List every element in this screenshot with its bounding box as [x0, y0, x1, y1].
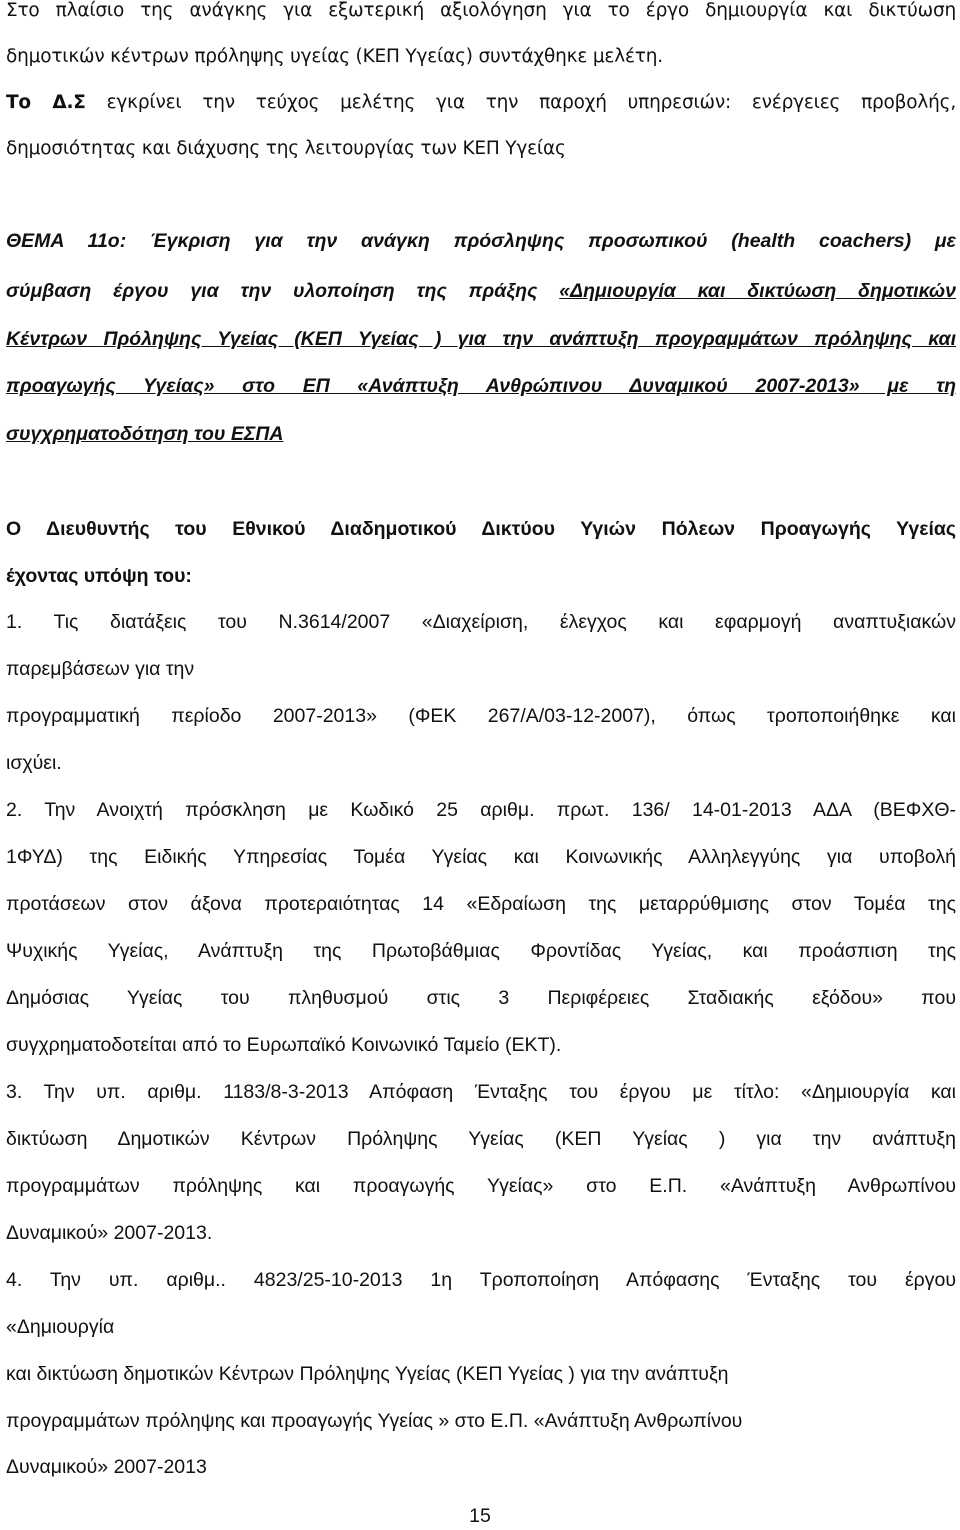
item-line: Δημόσιας Υγείας του πληθυσμού στις 3 Περιφέρειες Σταδιακής εξόδου» που: [6, 987, 956, 1009]
intro-line: δημοσιότητας και διάχυσης της λειτουργίας των ΚΕΠ Υγείας: [6, 138, 566, 159]
item-line: 1ΦΥΔ) της Ειδικής Υπηρεσίας Τομέα Υγείας και Κοινωνικής Αλληλεγγύης για υποβολή: [6, 846, 956, 868]
item-line-row: [6, 1456, 956, 1479]
item-line-row: [6, 893, 956, 916]
topic-line: [6, 280, 956, 303]
item-line: και δικτύωση δημοτικών Κέντρων Πρόληψης Υγείας (ΚΕΠ Υγείας ) για την ανάπτυξη: [6, 1363, 729, 1385]
topic-line-row: [6, 375, 956, 398]
item-line-row: [6, 1034, 956, 1057]
item-line: 3. Την υπ. αριθμ. 1183/8-3-2013 Απόφαση Ένταξης του έργου με τίτλο: «Δημιουργία και: [6, 1081, 956, 1103]
list-item-2: [6, 799, 956, 822]
item-line-row: [6, 752, 956, 775]
item-line: προγραμμάτων πρόληψης και προαγωγής Υγείας» στο Ε.Π. «Ανάπτυξη Ανθρωπίνου: [6, 1175, 956, 1197]
item-line: Δυναμικού» 2007-2013.: [6, 1222, 213, 1244]
director-line: έχοντας υπόψη του:: [6, 565, 192, 587]
item-line-row: [6, 846, 956, 869]
intro-line: δημοτικών κέντρων πρόληψης υγείας (ΚΕΠ Υγείας) συντάχθηκε μελέτη.: [6, 46, 663, 67]
item-line-row: [6, 1363, 956, 1386]
topic-heading: [6, 230, 956, 253]
topic-line-row: [6, 423, 956, 446]
board-abbrev: Το Δ.Σ: [6, 92, 86, 113]
item-line: προτάσεων στον άξονα προτεραιότητας 14 «Εδραίωση της μεταρρύθμισης στον Τομέα της: [6, 893, 956, 915]
intro-paragraph: [6, 0, 956, 21]
intro-line: Στο πλαίσιο της ανάγκης για εξωτερική αξιολόγηση για το έργο δημιουργία και δικτύωση: [6, 0, 956, 21]
list-item-3: [6, 1081, 956, 1104]
item-line-row: [6, 1175, 956, 1198]
item-line-row: [6, 1410, 956, 1433]
topic-line: ΘΕΜΑ 11ο: Έγκριση για την ανάγκη πρόσληψης προσωπικού (health coachers) με: [6, 230, 956, 252]
item-line: δικτύωση Δημοτικών Κέντρων Πρόληψης Υγείας (ΚΕΠ Υγείας ) για την ανάπτυξη: [6, 1128, 956, 1150]
item-line: «Δημιουργία: [6, 1316, 115, 1338]
item-line: προγραμματική περίοδο 2007-2013» (ΦΕΚ 267/Α/03-12-2007), όπως τροποποιήθηκε και: [6, 705, 956, 727]
intro-line-row: [6, 46, 956, 67]
intro-line: [6, 92, 956, 113]
director-statement: [6, 518, 956, 541]
item-line: 1. Τις διατάξεις του Ν.3614/2007 «Διαχείριση, έλεγχος και εφαρμογή αναπτυξιακών: [6, 611, 956, 633]
topic-line-row: [6, 328, 956, 351]
topic-line: συγχρηματοδότηση του ΕΣΠΑ: [6, 423, 284, 445]
item-line: Ψυχικής Υγείας, Ανάπτυξη της Πρωτοβάθμιας Φροντίδας Υγείας, και προάσπιση της: [6, 940, 956, 962]
item-line-row: [6, 1128, 956, 1151]
item-line: ισχύει.: [6, 752, 62, 774]
item-line: 4. Την υπ. αριθμ.. 4823/25-10-2013 1η Τροποποίηση Απόφασης Ένταξης του έργου: [6, 1269, 956, 1291]
item-line-row: [6, 987, 956, 1010]
director-line-row: [6, 565, 956, 588]
topic-underlined-text: «Δημιουργία και δικτύωση δημοτικών: [559, 280, 956, 302]
item-line-row: [6, 940, 956, 963]
topic-text: σύμβαση έργου για την υλοποίηση της πράξης: [6, 280, 560, 302]
topic-line: προαγωγής Υγείας» στο ΕΠ «Ανάπτυξη Ανθρώπινου Δυναμικού 2007-2013» με τη: [6, 375, 956, 397]
intro-line-row: [6, 138, 956, 159]
topic-line-row: [6, 280, 956, 303]
list-item-4: [6, 1269, 956, 1292]
item-line-row: [6, 1222, 956, 1245]
page-number: 15: [469, 1505, 491, 1527]
list-item-1: [6, 611, 956, 634]
item-line-row: [6, 1316, 956, 1339]
item-line-row: [6, 705, 956, 728]
item-line: 2. Την Ανοιχτή πρόσκληση με Κωδικό 25 αριθμ. πρωτ. 136/ 14-01-2013 ΑΔΑ (ΒΕΦΧΘ-: [6, 799, 956, 821]
item-line: συγχρηματοδοτείται από το Ευρωπαϊκό Κοινωνικό Ταμείο (ΕΚΤ).: [6, 1034, 562, 1056]
item-line: προγραμμάτων πρόληψης και προαγωγής Υγείας » στο Ε.Π. «Ανάπτυξη Ανθρωπίνου: [6, 1410, 743, 1432]
director-line: Ο Διευθυντής του Εθνικού Διαδημοτικού Δικτύου Υγιών Πόλεων Προαγωγής Υγείας: [6, 518, 956, 540]
topic-line: Κέντρων Πρόληψης Υγείας (ΚΕΠ Υγείας ) για την ανάπτυξη προγραμμάτων πρόληψης και: [6, 328, 956, 350]
intro-line-row: [6, 92, 956, 113]
item-line: παρεμβάσεων για την: [6, 658, 195, 680]
item-line: Δυναμικού» 2007-2013: [6, 1456, 207, 1478]
intro-line-rest: εγκρίνει την τεύχος μελέτης για την παροχή υπηρεσιών: ενέργειες προβολής,: [85, 92, 957, 113]
item-line-row: [6, 658, 956, 681]
